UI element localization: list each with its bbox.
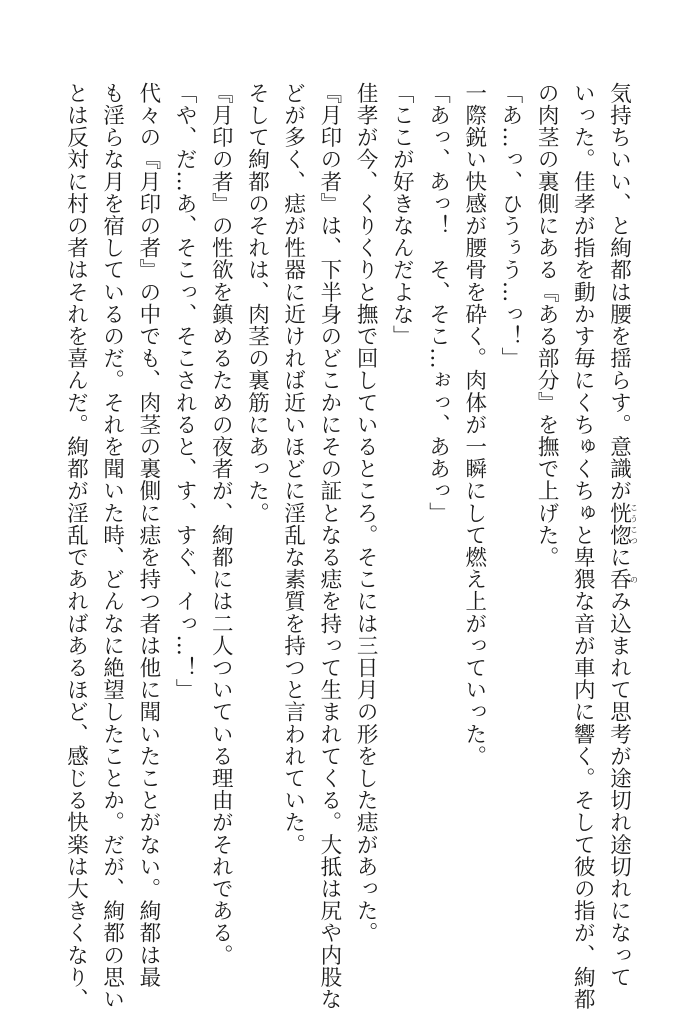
text-line-1 xyxy=(600,82,639,989)
ruby-base-koukotsu: 恍惚 xyxy=(606,501,632,547)
line-1-before: 気持ちいい、と絢都は腰を揺らす。意識が xyxy=(606,82,632,502)
ruby-reading-no: の xyxy=(629,568,639,591)
text-line-12: 『月印の者』の性欲を鎮めるための夜者が、絢都には二人ついている理由がそれである。 xyxy=(208,82,234,966)
text-line-13: 「や、だ…あ、そこっ、そこされると、す、すぐ、イっ…！」 xyxy=(172,82,198,701)
text-line-6: 「あっ、あっ！ そ、そこ…ぉっ、ああっ」 xyxy=(425,82,451,524)
text-line-10: どが多く、痣が性器に近ければ近いほどに淫乱な素質を持つと言われていた。 xyxy=(280,82,306,856)
ruby-no xyxy=(606,568,639,591)
text-line-15: も淫らな月を宿しているのだ。それを聞いた時、どんなに絶望したことか。だが、絢都の思い xyxy=(99,82,125,1011)
text-line-4: 「あ…っ、ひうぅう…っ！」 xyxy=(497,82,523,370)
ruby-base-no: 呑 xyxy=(606,568,632,591)
ruby-koukotsu xyxy=(606,501,639,547)
line-1-middle: に xyxy=(606,546,632,569)
text-line-11: そして絢都のそれは、肉茎の裏筋にあった。 xyxy=(244,82,270,524)
text-line-7: 「ここが好きなんだよな」 xyxy=(389,82,415,348)
text-line-16: とは反対に村の者はそれを喜んだ。絢都が淫乱であればあるほど、感じる快楽は大きくなり、 xyxy=(63,82,89,1011)
text-line-14: 代々の『月印の者』の中でも、肉茎の裏側に痣を持つ者は他に聞いたことがない。絢都は最 xyxy=(135,82,161,989)
ruby-reading-koukotsu: こうこつ xyxy=(629,501,639,547)
text-line-5: 一際鋭い快感が腰骨を砕く。肉体が一瞬にして燃え上がっていった。 xyxy=(461,82,487,768)
line-1-after: み込まれて思考が途切れ途切れになって xyxy=(606,590,632,989)
text-line-2: いった。佳孝が指を動かす毎にくちゅくちゅと卑猥な音が車内に響く。そして彼の指が、絢都 xyxy=(570,82,596,1011)
vertical-text-body xyxy=(58,82,639,1011)
text-line-9: 『月印の者』は、下半身のどこかにその証となる痣を持って生まれてくる。大抵は尻や内股な xyxy=(316,82,342,1011)
text-line-3: の肉茎の裏側にある『ある部分』を撫で上げた。 xyxy=(534,82,560,569)
text-line-8: 佳孝が今、くりくりと撫で回しているところ。そこには三日月の形をした痣があった。 xyxy=(353,82,379,944)
